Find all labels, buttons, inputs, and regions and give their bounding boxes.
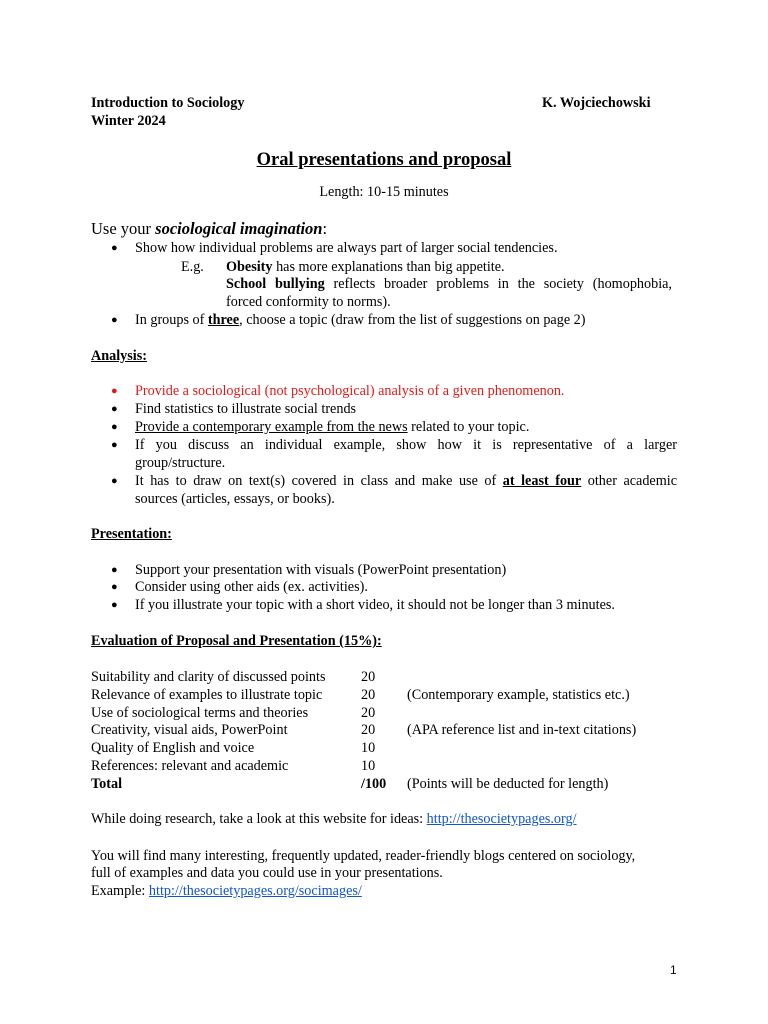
imagination-emphasis: sociological imagination <box>155 219 323 238</box>
bullet-icon: ● <box>111 475 118 487</box>
list-item: Consider using other aids (ex. activities). <box>135 579 368 595</box>
length-note: Length: 10-15 minutes <box>319 184 449 200</box>
criterion: Use of sociological terms and theories <box>91 705 309 721</box>
list-item: Show how individual problems are always part of larger social tendencies. <box>135 240 558 256</box>
list-item-cont: sources (articles, essays, or books). <box>135 491 335 507</box>
list-item: In groups of three, choose a topic (draw from the list of suggestions on page 2) <box>135 312 586 328</box>
total-note: (Points will be deducted for length) <box>407 776 609 792</box>
criterion: Suitability and clarity of discussed points <box>91 669 326 685</box>
research-line: While doing research, take a look at this website for ideas: http://thesocietypages.org/ <box>91 811 577 827</box>
criterion-note: (APA reference list and in-text citations) <box>407 722 637 738</box>
example-bullying: School bullying reflects broader problems in the society (homophobia, <box>226 276 672 292</box>
criterion: Relevance of examples to illustrate topic <box>91 687 323 703</box>
criterion-points: 20 <box>361 705 376 721</box>
criterion: Quality of English and voice <box>91 740 255 756</box>
bullet-icon: ● <box>111 564 118 576</box>
bullet-icon: ● <box>111 581 118 593</box>
evaluation-heading: Evaluation of Proposal and Presentation (15%): <box>91 633 382 649</box>
society-pages-link[interactable]: http://thesocietypages.org/ <box>426 811 577 827</box>
example-line: Example: http://thesocietypages.org/socimages/ <box>91 883 362 899</box>
list-item: Provide a contemporary example from the news related to your topic. <box>135 419 530 435</box>
criterion: References: relevant and academic <box>91 758 289 774</box>
criterion-points: 10 <box>361 758 376 774</box>
page-number: 1 <box>670 963 677 977</box>
example-bullying-cont: forced conformity to norms). <box>226 294 391 310</box>
presentation-heading: Presentation: <box>91 526 172 542</box>
criterion: Creativity, visual aids, PowerPoint <box>91 722 288 738</box>
example-label: E.g. <box>181 259 204 275</box>
bullet-icon: ● <box>111 421 118 433</box>
bullet-icon: ● <box>111 599 118 611</box>
criterion-note: (Contemporary example, statistics etc.) <box>407 687 630 703</box>
instructor-name: K. Wojciechowski <box>542 95 651 111</box>
blogs-line-1: You will find many interesting, frequently updated, reader-friendly blogs centered on sociology, <box>91 848 636 864</box>
page-title: Oral presentations and proposal <box>256 150 512 170</box>
criterion-points: 20 <box>361 669 376 685</box>
list-item: Provide a sociological (not psychological) analysis of a given phenomenon. <box>135 383 565 399</box>
bullet-icon: ● <box>111 403 118 415</box>
list-item: If you discuss an individual example, show how it is representative of a larger <box>135 437 677 453</box>
bullet-icon: ● <box>111 385 118 397</box>
list-item: It has to draw on text(s) covered in class and make use of at least four other academic <box>135 473 678 489</box>
example-obesity: Obesity has more explanations than big appetite. <box>226 259 505 275</box>
bullet-icon: ● <box>111 242 118 254</box>
total-label: Total <box>91 776 123 792</box>
criterion-points: 20 <box>361 687 376 703</box>
criterion-points: 10 <box>361 740 376 756</box>
imagination-lead: Use your sociological imagination: <box>91 219 328 238</box>
total-points: /100 <box>361 776 387 792</box>
analysis-heading: Analysis: <box>91 348 147 364</box>
blogs-line-2: full of examples and data you could use in your presentations. <box>91 865 443 881</box>
criterion-points: 20 <box>361 722 376 738</box>
bullet-icon: ● <box>111 439 118 451</box>
list-item: Find statistics to illustrate social trends <box>135 401 357 417</box>
socimages-link[interactable]: http://thesocietypages.org/socimages/ <box>148 883 362 899</box>
course-name: Introduction to Sociology <box>91 95 245 111</box>
list-item: Support your presentation with visuals (PowerPoint presentation) <box>135 562 507 578</box>
list-item-cont: group/structure. <box>135 455 226 471</box>
bullet-icon: ● <box>111 314 118 326</box>
course-term: Winter 2024 <box>91 113 166 129</box>
list-item: If you illustrate your topic with a short video, it should not be longer than 3 minutes. <box>135 597 615 613</box>
